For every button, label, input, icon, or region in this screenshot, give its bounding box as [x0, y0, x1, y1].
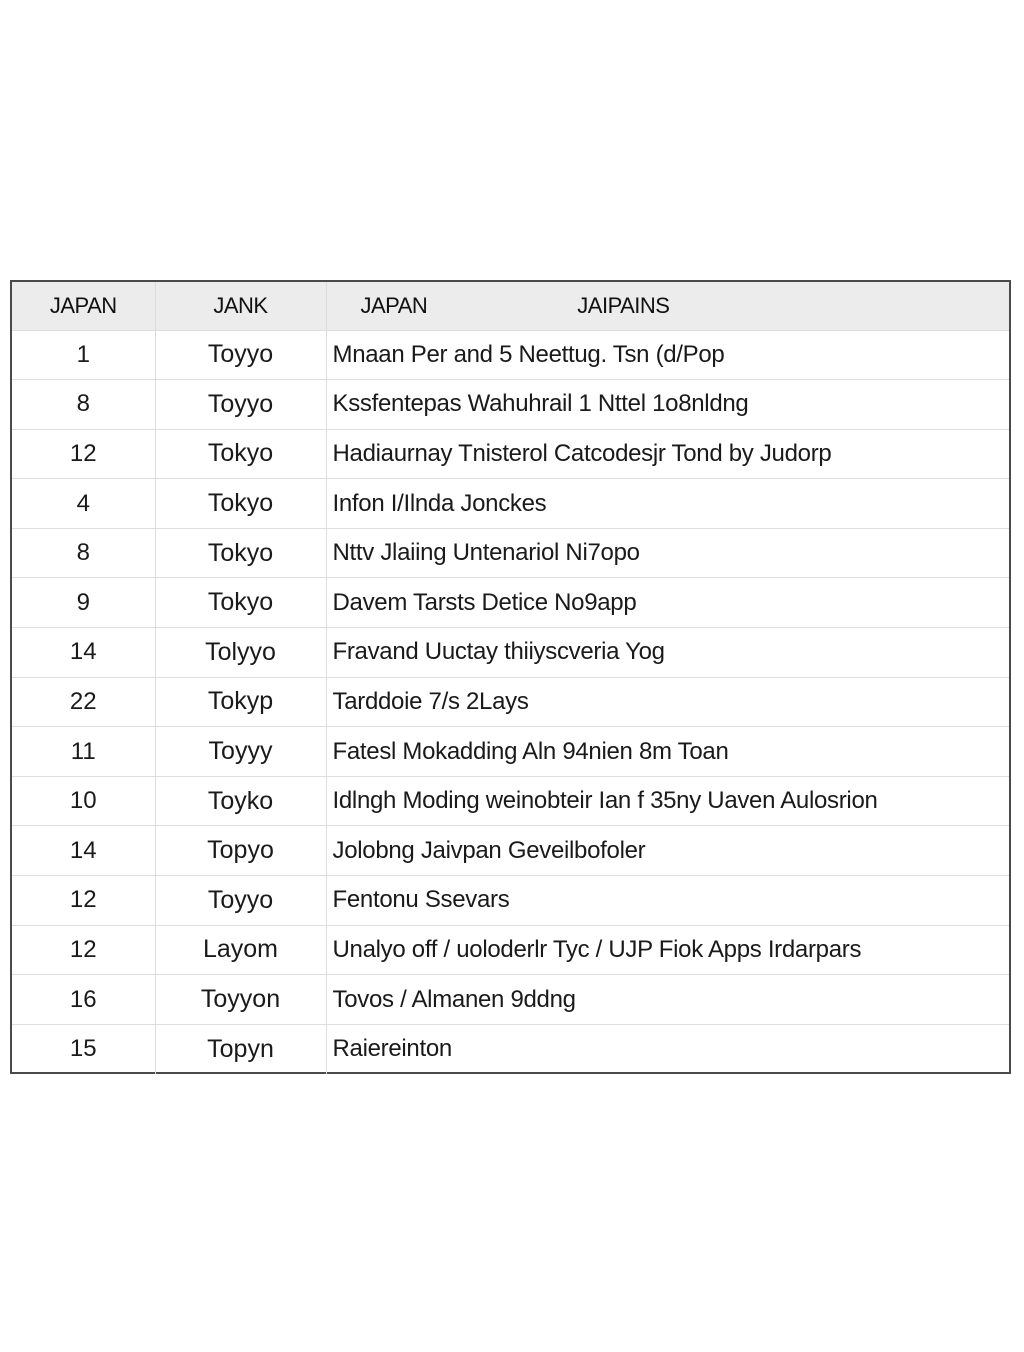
city-cell: Toyyo: [155, 380, 326, 430]
city-cell: Toyyon: [155, 975, 326, 1025]
table-row: [12, 826, 1009, 876]
table-row: [12, 429, 1009, 479]
title-cell: Nttv Jlaiing Untenariol Ni7opo: [332, 539, 640, 567]
rank-cell: 22: [12, 677, 155, 727]
city-cell: Toyyo: [155, 330, 326, 380]
city-cell: Tokyo: [155, 479, 326, 529]
table-row: [12, 380, 1009, 430]
city-cell: Layom: [155, 925, 326, 975]
rank-cell: 1: [12, 330, 155, 380]
rank-cell: 8: [12, 380, 155, 430]
table-row: [12, 677, 1009, 727]
title-cell: Davem Tarsts Detice No9app: [332, 588, 637, 616]
table-row: [12, 975, 1009, 1025]
city-cell: Tokyo: [155, 578, 326, 628]
column-header-3-group: [326, 282, 1009, 330]
rank-cell: 14: [12, 628, 155, 678]
title-cell: Fatesl Mokadding Aln 94nien 8m Toan: [332, 737, 729, 765]
rank-cell: 12: [12, 876, 155, 926]
rank-cell: 11: [12, 727, 155, 777]
title-cell: Idlngh Moding weinobteir Ian f 35ny Uaven Aulosrion: [332, 787, 878, 815]
rank-cell: 15: [12, 1024, 155, 1074]
column-header-4: JAIPAINS: [577, 292, 670, 318]
city-cell: Topyo: [155, 826, 326, 876]
table-row: [12, 876, 1009, 926]
data-table-container: [10, 280, 1011, 1074]
title-cell: Fravand Uuctay thiiyscveria Yog: [332, 638, 665, 666]
table-row: [12, 1024, 1009, 1074]
rank-cell: 9: [12, 578, 155, 628]
table-row: [12, 925, 1009, 975]
rank-cell: 4: [12, 479, 155, 529]
table-body: [12, 330, 1009, 1074]
table-header: [12, 282, 1009, 330]
title-cell: Tarddoie 7/s 2Lays: [332, 687, 529, 715]
city-cell: Tokyp: [155, 677, 326, 727]
city-cell: Topyn: [155, 1024, 326, 1074]
table-row: [12, 479, 1009, 529]
city-cell: Toyko: [155, 776, 326, 826]
city-cell: Tolyyo: [155, 628, 326, 678]
title-cell: Jolobng Jaivpan Geveilbofoler: [332, 836, 646, 864]
title-cell: Fentonu Ssevars: [332, 886, 510, 914]
city-cell: Toyyy: [155, 727, 326, 777]
title-cell: Tovos / Almanen 9ddng: [332, 985, 576, 1013]
title-cell: Hadiaurnay Tnisterol Catcodesjr Tond by Judorp: [332, 439, 832, 467]
title-cell: Mnaan Per and 5 Neettug. Tsn (d/Pop: [332, 340, 725, 368]
table-row: [12, 776, 1009, 826]
rank-cell: 8: [12, 528, 155, 578]
rank-cell: 16: [12, 975, 155, 1025]
city-cell: Tokyo: [155, 429, 326, 479]
table-row: [12, 528, 1009, 578]
rank-cell: 10: [12, 776, 155, 826]
table-row: [12, 727, 1009, 777]
title-cell: Infon I/Ilnda Jonckes: [332, 489, 547, 517]
table-row: [12, 330, 1009, 380]
ranking-table: [12, 282, 1009, 1074]
city-cell: Toyyo: [155, 876, 326, 926]
city-cell: Tokyo: [155, 528, 326, 578]
column-header-2: JANK: [155, 282, 326, 330]
title-cell: Unalyo off / uoloderlr Tyc / UJP Fiok Apps Irdarpars: [332, 935, 862, 963]
header-row: [12, 282, 1009, 330]
rank-cell: 12: [12, 925, 155, 975]
column-header-1: JAPAN: [12, 282, 155, 330]
title-cell: Kssfentepas Wahuhrail 1 Nttel 1o8nldng: [332, 390, 749, 418]
table-row: [12, 628, 1009, 678]
rank-cell: 12: [12, 429, 155, 479]
rank-cell: 14: [12, 826, 155, 876]
title-cell: Raiereinton: [332, 1035, 452, 1063]
column-header-3: JAPAN: [360, 292, 428, 318]
table-row: [12, 578, 1009, 628]
